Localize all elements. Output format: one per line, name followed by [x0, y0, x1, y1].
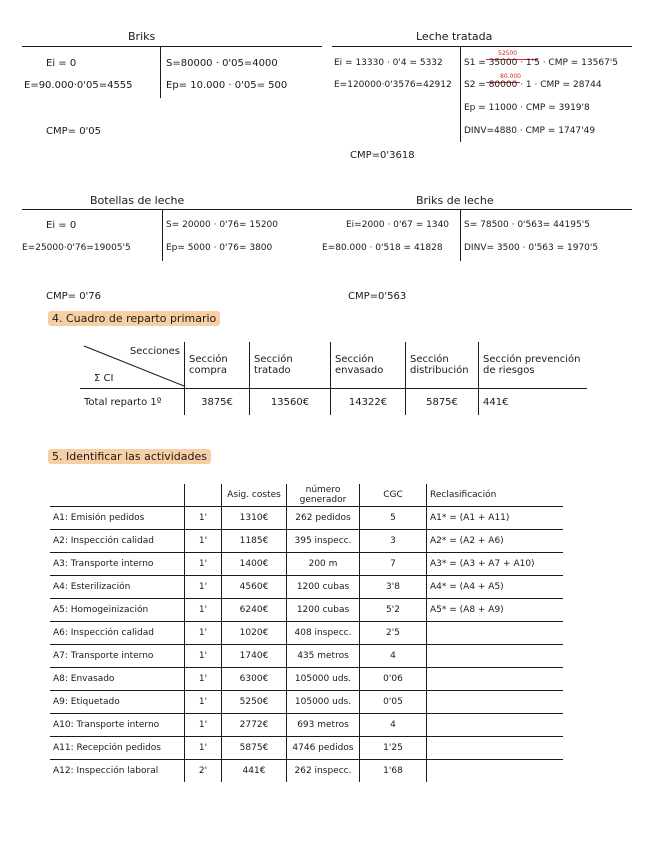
table-cell: 105000 uds. — [287, 691, 360, 714]
activities-table — [50, 484, 563, 782]
table-cell: A2: Inspección calidad — [50, 530, 185, 553]
table-row — [50, 760, 563, 783]
value-compra: 3875€ — [185, 389, 250, 416]
table-row — [50, 599, 563, 622]
briks-ei: Ei = 0 — [46, 58, 77, 69]
act-header-costs: Asig. costes — [222, 484, 287, 507]
briks-leche-ei: Ei=2000 · 0'67 = 1340 — [346, 220, 450, 230]
table-row — [50, 668, 563, 691]
act-header-cgc: CGC — [360, 484, 427, 507]
table-cell: A4: Esterilización — [50, 576, 185, 599]
table-cell: A3* = (A3 + A7 + A10) — [427, 553, 564, 576]
briks-cmp: CMP= 0'05 — [46, 126, 102, 137]
table-cell: 200 m — [287, 553, 360, 576]
table-cell: A3: Transporte interno — [50, 553, 185, 576]
table-cell: 1' — [185, 645, 222, 668]
table-cell: 1' — [185, 668, 222, 691]
table-cell: 1' — [185, 530, 222, 553]
table-cell: 4560€ — [222, 576, 287, 599]
table-cell: 262 pedidos — [287, 507, 360, 530]
table-row — [50, 507, 563, 530]
briks-leche-cmp: CMP=0'563 — [348, 291, 407, 302]
header-envasado: Sección envasado — [331, 342, 406, 389]
botellas-cmp: CMP= 0'76 — [46, 291, 102, 302]
table-cell: 1'68 — [360, 760, 427, 783]
table-cell: A5* = (A8 + A9) — [427, 599, 564, 622]
table-cell: 1400€ — [222, 553, 287, 576]
header-compra: Sección compra — [185, 342, 250, 389]
table-row — [50, 553, 563, 576]
table-cell: 0'06 — [360, 668, 427, 691]
table-cell: A9: Etiquetado — [50, 691, 185, 714]
table-cell: 6240€ — [222, 599, 287, 622]
corner-secciones: Secciones — [129, 346, 180, 357]
table-cell: A5: Homogeinización — [50, 599, 185, 622]
table-cell: 4746 pedidos — [287, 737, 360, 760]
table-cell: A8: Envasado — [50, 668, 185, 691]
table-cell: 1' — [185, 714, 222, 737]
table-cell: 1'25 — [360, 737, 427, 760]
table-cell: 262 inspecc. — [287, 760, 360, 783]
briks-leche-s: S= 78500 · 0'563= 44195'5 — [464, 220, 590, 230]
leche-s2: S2 = 80000 · 1 · CMP = 28744 — [464, 80, 602, 90]
table-cell: A1: Emisión pedidos — [50, 507, 185, 530]
table-cell — [427, 714, 564, 737]
value-distribucion: 5875€ — [406, 389, 479, 416]
leche-ep: Ep = 11000 · CMP = 3919'8 — [464, 103, 590, 113]
section5-heading: 5. Identificar las actividades — [48, 450, 211, 463]
botellas-t-horizontal — [22, 209, 322, 210]
briks-t-vertical — [160, 46, 161, 98]
header-prevencion: Sección prevención de riesgos — [479, 342, 588, 389]
table-cell: 395 inspecc. — [287, 530, 360, 553]
value-envasado: 14322€ — [331, 389, 406, 416]
table-cell: 6300€ — [222, 668, 287, 691]
table-cell: A1* = (A1 + A11) — [427, 507, 564, 530]
table-cell: 408 inspecc. — [287, 622, 360, 645]
table-cell — [427, 622, 564, 645]
value-tratado: 13560€ — [250, 389, 331, 416]
table-cell: A4* = (A4 + A5) — [427, 576, 564, 599]
table-cell: A6: Inspección calidad — [50, 622, 185, 645]
briks-leche-e: E=80.000 · 0'518 = 41828 — [322, 243, 443, 253]
table-cell: 4 — [360, 714, 427, 737]
table-cell: 1' — [185, 737, 222, 760]
corner-sum-ci: Σ CI — [94, 373, 114, 384]
botellas-s: S= 20000 · 0'76= 15200 — [166, 220, 279, 230]
briks-s: S=80000 · 0'05=4000 — [166, 58, 278, 69]
table-cell: 1' — [185, 507, 222, 530]
table-row — [50, 622, 563, 645]
table-cell — [427, 760, 564, 783]
briks-title: Briks — [128, 30, 156, 43]
corner-cell — [80, 342, 185, 389]
table-row — [50, 714, 563, 737]
table-row — [50, 645, 563, 668]
table-cell: A11: Recepción pedidos — [50, 737, 185, 760]
table-row — [50, 530, 563, 553]
briks-leche-t-horizontal — [322, 209, 632, 210]
table-cell: 3 — [360, 530, 427, 553]
table-row — [50, 576, 563, 599]
act-header-level — [185, 484, 222, 507]
act-header-activity — [50, 484, 185, 507]
table-cell: 5875€ — [222, 737, 287, 760]
table-cell: A12: Inspección laboral — [50, 760, 185, 783]
table-cell — [427, 737, 564, 760]
table-cell: 5 — [360, 507, 427, 530]
leche-e: E=120000·0'3576=42912 — [334, 80, 452, 90]
table-row — [50, 737, 563, 760]
table-cell: 435 metros — [287, 645, 360, 668]
botellas-t-vertical — [162, 209, 163, 261]
table-cell — [427, 691, 564, 714]
table-cell: 4 — [360, 645, 427, 668]
table-cell: 1' — [185, 691, 222, 714]
briks-ep: Ep= 10.000 · 0'05= 500 — [166, 80, 288, 91]
table-cell: 2'5 — [360, 622, 427, 645]
table-cell: A10: Transporte interno — [50, 714, 185, 737]
botellas-e: E=25000·0'76=19005'5 — [22, 243, 131, 253]
table-cell: 441€ — [222, 760, 287, 783]
briks-leche-title: Briks de leche — [416, 194, 494, 207]
leche-s2-note: 80.000 — [500, 73, 521, 80]
table-cell: 1020€ — [222, 622, 287, 645]
table-cell — [427, 645, 564, 668]
table-cell: 0'05 — [360, 691, 427, 714]
table-cell: 1' — [185, 599, 222, 622]
botellas-ei: Ei = 0 — [46, 220, 77, 231]
table-cell: 1' — [185, 576, 222, 599]
primary-distribution-table — [80, 342, 587, 415]
table-cell: 5250€ — [222, 691, 287, 714]
table-cell: 1' — [185, 622, 222, 645]
table-cell: 1740€ — [222, 645, 287, 668]
row-label-total: Total reparto 1º — [80, 389, 185, 416]
leche-t-horizontal — [332, 46, 632, 47]
leche-tratada-title: Leche tratada — [416, 30, 493, 43]
table-cell: 1185€ — [222, 530, 287, 553]
table-cell: 7 — [360, 553, 427, 576]
section4-heading: 4. Cuadro de reparto primario — [48, 312, 220, 325]
briks-t-horizontal — [22, 46, 322, 47]
table-cell: 3'8 — [360, 576, 427, 599]
table-cell: 5'2 — [360, 599, 427, 622]
leche-dinv: DINV=4880 · CMP = 1747'49 — [464, 126, 596, 136]
leche-s1-note: 52500 — [498, 50, 518, 57]
botellas-title: Botellas de leche — [90, 194, 185, 207]
header-tratado: Sección tratado — [250, 342, 331, 389]
briks-leche-t-vertical — [460, 209, 461, 261]
table-cell: 105000 uds. — [287, 668, 360, 691]
table-cell: 2772€ — [222, 714, 287, 737]
leche-cmp: CMP=0'3618 — [350, 150, 415, 161]
act-header-reclass: Reclasificación — [427, 484, 564, 507]
botellas-ep: Ep= 5000 · 0'76= 3800 — [166, 243, 273, 253]
table-cell: 693 metros — [287, 714, 360, 737]
value-prevencion: 441€ — [479, 389, 588, 416]
briks-leche-dinv: DINV= 3500 · 0'563 = 1970'5 — [464, 243, 599, 253]
table-cell: 1310€ — [222, 507, 287, 530]
leche-ei: Ei = 13330 · 0'4 = 5332 — [334, 58, 443, 68]
table-cell — [427, 668, 564, 691]
table-cell: 1200 cubas — [287, 599, 360, 622]
act-header-generator: número generador — [287, 484, 360, 507]
leche-s1: S1 = 35000 · 1'5 · CMP = 13567'5 — [464, 58, 618, 68]
table-cell: 1' — [185, 553, 222, 576]
table-cell: A2* = (A2 + A6) — [427, 530, 564, 553]
header-distribucion: Sección distribución — [406, 342, 479, 389]
table-row — [50, 691, 563, 714]
leche-t-vertical — [460, 46, 461, 142]
table-cell: A7: Transporte interno — [50, 645, 185, 668]
table-cell: 1200 cubas — [287, 576, 360, 599]
briks-e: E=90.000·0'05=4555 — [24, 80, 133, 91]
table-cell: 2' — [185, 760, 222, 783]
